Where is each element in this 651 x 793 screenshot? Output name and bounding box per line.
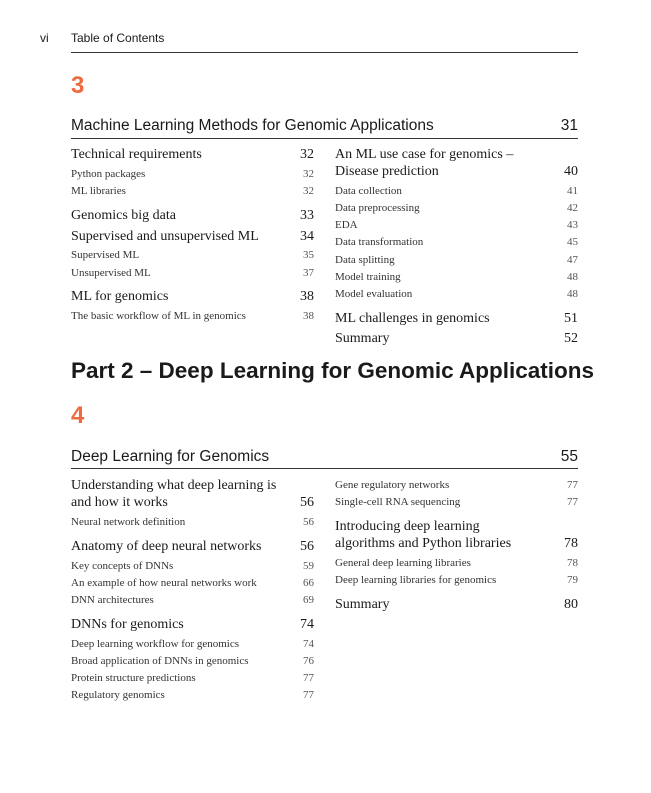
- toc-subentry-label: The basic workflow of ML in genomics: [71, 310, 246, 322]
- toc-subentry-label: General deep learning libraries: [335, 557, 471, 569]
- toc-subentry-label: Model training: [335, 271, 401, 283]
- toc-subentry-page: 32: [303, 185, 314, 197]
- part-2-title: Part 2 – Deep Learning for Genomic Applications: [71, 358, 595, 383]
- toc-entry[interactable]: [335, 518, 578, 552]
- toc-subentry[interactable]: [71, 515, 314, 529]
- toc-entry-label-line2: and how it works: [71, 495, 168, 510]
- toc-subentry[interactable]: [335, 495, 578, 509]
- toc-subentry-page: 77: [303, 689, 314, 701]
- toc-entry-label-line2: algorithms and Python libraries: [335, 536, 512, 551]
- toc-subentry-page: 77: [567, 496, 578, 508]
- toc-entry-label: DNNs for genomics: [71, 617, 184, 632]
- toc-subentry-page: 35: [303, 249, 314, 261]
- toc-subentry-page: 38: [303, 310, 314, 322]
- toc-entry-label-line1: Understanding what deep learning is: [71, 478, 277, 493]
- toc-subentry-label: Data preprocessing: [335, 202, 420, 214]
- toc-entry[interactable]: [335, 596, 578, 613]
- toc-entry-page: 52: [564, 331, 578, 346]
- toc-subentry-page: 48: [567, 288, 578, 300]
- toc-entry-label: Anatomy of deep neural networks: [71, 539, 262, 554]
- toc-subentry-label: Data splitting: [335, 254, 395, 266]
- toc-subentry-page: 45: [567, 236, 578, 248]
- toc-entry-page: 51: [564, 311, 578, 326]
- toc-subentry-page: 79: [567, 574, 578, 586]
- toc-subentry-label: Protein structure predictions: [71, 672, 196, 684]
- toc-subentry[interactable]: [71, 654, 314, 668]
- toc-subentry-label: Deep learning libraries for genomics: [335, 574, 497, 586]
- toc-subentry-label: Single-cell RNA sequencing: [335, 496, 461, 508]
- toc-entry-page: 56: [300, 539, 314, 554]
- toc-subentry-label: Data collection: [335, 185, 402, 197]
- toc-entry-page: 33: [300, 208, 314, 223]
- chapter-3-number: 3: [71, 72, 85, 99]
- toc-entry-page: 56: [300, 495, 314, 510]
- toc-subentry-label: Model evaluation: [335, 288, 413, 300]
- chapter-4-title: Deep Learning for Genomics: [71, 448, 270, 465]
- toc-subentry-label: Python packages: [71, 168, 146, 180]
- page-number: vi: [40, 31, 49, 45]
- toc-subentry[interactable]: [335, 478, 578, 492]
- toc-subentry-label: An example of how neural networks work: [71, 577, 257, 589]
- toc-subentry-label: EDA: [335, 219, 358, 231]
- toc-entry-label: ML for genomics: [71, 289, 169, 304]
- toc-entry-page: 34: [300, 229, 314, 244]
- toc-entry-page: 78: [564, 536, 578, 551]
- toc-subentry-label: Data transformation: [335, 236, 424, 248]
- running-header-title: Table of Contents: [71, 31, 165, 45]
- toc-entry-label-line2: Disease prediction: [335, 164, 439, 179]
- toc-subentry[interactable]: [71, 688, 314, 702]
- toc-entry-label: Technical requirements: [71, 147, 202, 162]
- chapter-4-right-column: [335, 0, 578, 793]
- toc-entry-page: 32: [300, 147, 314, 162]
- toc-subentry-label: Key concepts of DNNs: [71, 560, 174, 572]
- toc-subentry[interactable]: [71, 671, 314, 685]
- toc-subentry-page: 47: [567, 254, 578, 266]
- toc-subentry-label: Gene regulatory networks: [335, 479, 450, 491]
- toc-subentry-page: 42: [567, 202, 578, 214]
- toc-subentry-label: ML libraries: [71, 185, 126, 197]
- toc-entry-label: Summary: [335, 331, 390, 346]
- toc-subentry-label: Unsupervised ML: [71, 267, 151, 279]
- chapter-4-page: 55: [560, 448, 578, 465]
- toc-subentry-page: 74: [303, 638, 314, 650]
- toc-entry-page: 38: [300, 289, 314, 304]
- toc-subentry-label: DNN architectures: [71, 594, 154, 606]
- chapter-3-title: Machine Learning Methods for Genomic Applications: [71, 117, 434, 134]
- toc-entry-label: ML challenges in genomics: [335, 311, 490, 326]
- toc-subentry[interactable]: [335, 556, 578, 570]
- toc-subentry[interactable]: [71, 637, 314, 651]
- toc-subentry-page: 66: [303, 577, 314, 589]
- toc-subentry-label: Regulatory genomics: [71, 689, 165, 701]
- toc-subentry-page: 69: [303, 594, 314, 606]
- toc-entry-page: 40: [564, 164, 578, 179]
- toc-entry-label-line1: Introducing deep learning: [335, 519, 480, 534]
- toc-entry-page: 74: [300, 617, 314, 632]
- toc-subentry[interactable]: [71, 593, 314, 607]
- toc-entry-label: Genomics big data: [71, 208, 176, 223]
- toc-entry[interactable]: [71, 538, 314, 555]
- toc-entry[interactable]: [71, 477, 314, 511]
- toc-subentry-page: 41: [567, 185, 578, 197]
- toc-entry-label: Supervised and unsupervised ML: [71, 229, 259, 244]
- toc-subentry-page: 48: [567, 271, 578, 283]
- toc-subentry-label: Deep learning workflow for genomics: [71, 638, 240, 650]
- toc-entry-page: 80: [564, 597, 578, 612]
- toc-subentry-page: 76: [303, 655, 314, 667]
- toc-subentry-label: Neural network definition: [71, 516, 186, 528]
- toc-subentry[interactable]: [335, 573, 578, 587]
- toc-entry-label: Summary: [335, 597, 390, 612]
- toc-subentry-page: 32: [303, 168, 314, 180]
- toc-subentry-page: 43: [567, 219, 578, 231]
- chapter-4-number: 4: [71, 402, 85, 429]
- toc-subentry-page: 78: [567, 557, 578, 569]
- toc-subentry[interactable]: [71, 576, 314, 590]
- toc-subentry-page: 56: [303, 516, 314, 528]
- toc-subentry-page: 37: [303, 267, 314, 279]
- chapter-3-page: 31: [560, 117, 578, 134]
- toc-subentry[interactable]: [71, 559, 314, 573]
- toc-subentry-label: Broad application of DNNs in genomics: [71, 655, 249, 667]
- chapter-4-left-column: [71, 0, 314, 793]
- toc-subentry-label: Supervised ML: [71, 249, 140, 261]
- toc-subentry-page: 77: [567, 479, 578, 491]
- toc-subentry-page: 59: [303, 560, 314, 572]
- toc-subentry-page: 77: [303, 672, 314, 684]
- toc-entry-label-line1: An ML use case for genomics –: [335, 147, 514, 162]
- toc-entry[interactable]: [71, 616, 314, 633]
